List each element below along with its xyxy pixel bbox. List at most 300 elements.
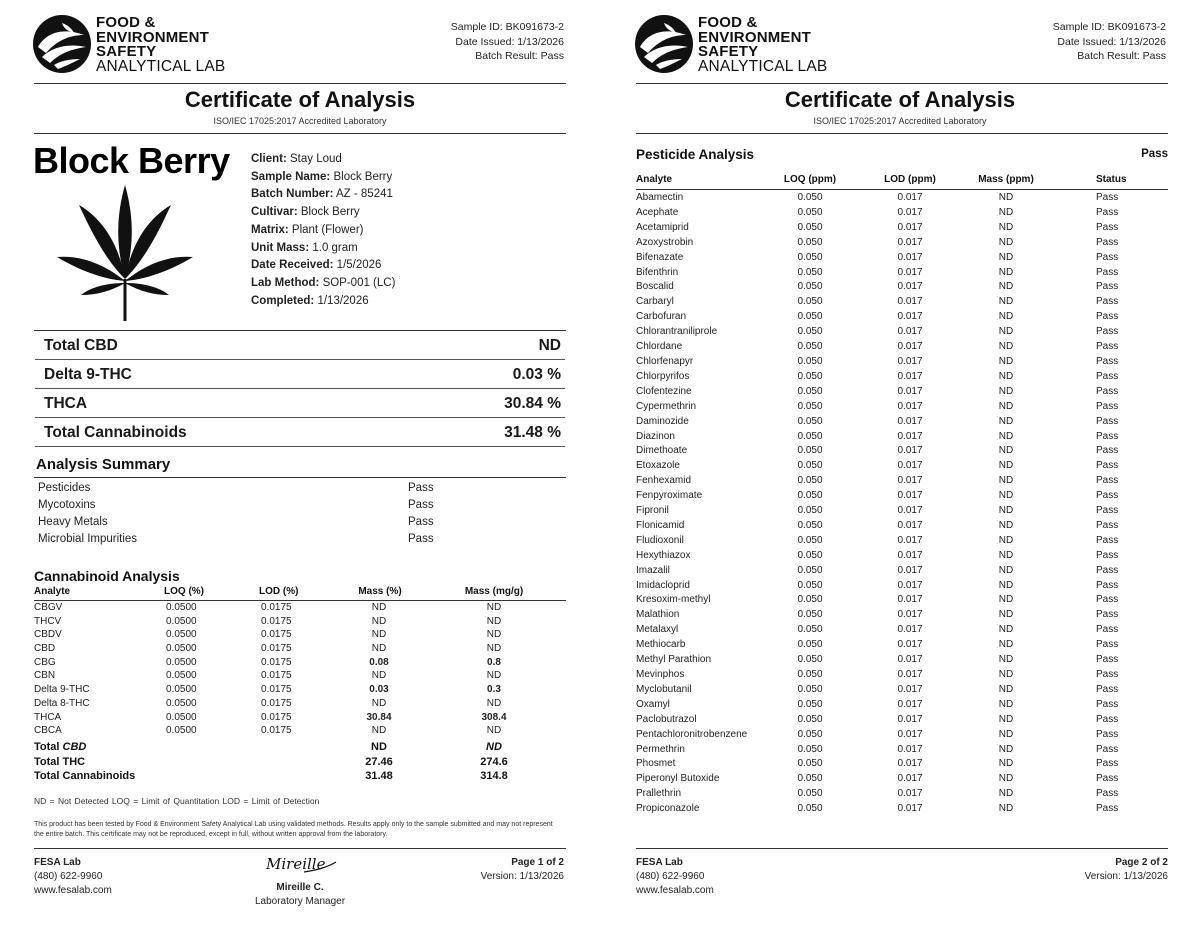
cell-analyte: Acetamiprid xyxy=(636,221,689,233)
product-name: Block Berry xyxy=(33,140,230,181)
page-number: Page 2 of 2 xyxy=(1115,857,1168,868)
cell-loq: 0.050 xyxy=(797,654,823,666)
analysis-row-microbial xyxy=(38,533,478,545)
cell-mass: ND xyxy=(998,624,1014,636)
cell-status: Pass xyxy=(1096,400,1119,412)
cell-lod: 0.017 xyxy=(897,803,923,815)
analysis-value: Pass xyxy=(408,533,434,545)
pesticide-row xyxy=(636,639,1168,654)
pesticide-row xyxy=(636,401,1168,416)
cell-status: Pass xyxy=(1096,788,1119,800)
cell-mass: ND xyxy=(998,251,1014,263)
cell-loq: 0.050 xyxy=(797,192,823,203)
cell-mass: ND xyxy=(998,803,1014,815)
total-label-text: Total THC xyxy=(34,755,86,768)
detail-label: Matrix: xyxy=(251,223,289,236)
disclaimer-text: This product has been tested by Food & Environment Safety Analytical Lab using validated methods. Results apply only to the sample submitted and may not represent the entire batch. This certificate may not be reproduced, except in full, without written approval from the laboratory. xyxy=(34,821,553,838)
cell-loq: 0.050 xyxy=(797,803,823,815)
cell-status: Pass xyxy=(1096,445,1119,457)
detail-value: Block Berry xyxy=(333,170,393,183)
pesticide-table-header xyxy=(636,174,1168,188)
cell-analyte: Imazalil xyxy=(636,564,670,576)
total-mass-mg: 314.8 xyxy=(480,770,508,783)
cell-mass-mg: ND xyxy=(486,670,502,682)
cannabinoid-row xyxy=(34,712,566,726)
cell-status: Pass xyxy=(1096,579,1119,591)
cell-mass: ND xyxy=(998,639,1014,651)
cell-lod: 0.017 xyxy=(897,579,923,591)
header-rule xyxy=(636,83,1168,84)
cell-status: Pass xyxy=(1096,326,1119,338)
cell-status: Pass xyxy=(1096,281,1119,293)
pesticide-row xyxy=(636,758,1168,773)
cell-lod: 0.0175 xyxy=(261,670,292,682)
cell-loq: 0.050 xyxy=(797,683,823,695)
cannabinoid-row xyxy=(34,725,566,739)
cell-status: Pass xyxy=(1096,773,1119,785)
cell-status: Pass xyxy=(1096,698,1119,710)
cell-analyte: Bifenthrin xyxy=(636,266,679,278)
cell-loq: 0.050 xyxy=(797,296,823,308)
cell-status: Pass xyxy=(1096,460,1119,472)
cannabinoid-row xyxy=(34,602,566,616)
pesticide-row xyxy=(636,684,1168,699)
cell-status: Pass xyxy=(1096,430,1119,442)
cell-mass: ND xyxy=(998,236,1014,248)
cell-loq: 0.050 xyxy=(797,490,823,502)
cell-analyte: CBN xyxy=(34,670,56,682)
cell-analyte: Chlorpyrifos xyxy=(636,370,690,382)
cell-lod: 0.017 xyxy=(897,445,923,457)
cell-analyte: Myclobutanil xyxy=(636,683,692,695)
cell-loq: 0.0500 xyxy=(166,615,197,627)
summary-label: THCA xyxy=(44,395,88,412)
pesticide-row xyxy=(636,490,1168,505)
cell-lod: 0.017 xyxy=(897,609,923,621)
cell-mass: ND xyxy=(998,415,1014,427)
cell-lod: 0.0175 xyxy=(261,643,292,655)
detail-value: 1/5/2026 xyxy=(336,259,382,272)
analysis-value: Pass xyxy=(408,516,434,528)
detail-value: SOP-001 (LC) xyxy=(322,276,396,289)
cell-loq: 0.050 xyxy=(797,624,823,636)
summary-delta9-thc xyxy=(35,360,565,389)
detail-completed xyxy=(251,293,395,311)
cell-lod: 0.017 xyxy=(897,266,923,278)
cell-mass: ND xyxy=(371,629,387,641)
cell-lod: 0.017 xyxy=(897,743,923,755)
pesticide-analysis-title: Pesticide Analysis xyxy=(636,147,755,162)
cell-lod: 0.017 xyxy=(897,773,923,785)
cell-status: Pass xyxy=(1096,266,1119,278)
total-label-italic: CBD xyxy=(62,741,87,753)
pesticide-row xyxy=(636,252,1168,267)
pesticide-row xyxy=(636,431,1168,446)
cannabinoid-analysis-title: Cannabinoid Analysis xyxy=(34,568,180,584)
cannabinoid-row xyxy=(34,670,566,684)
col-header-analyte: Analyte xyxy=(636,174,673,185)
cell-mass: ND xyxy=(998,654,1014,666)
pesticide-row xyxy=(636,580,1168,595)
cell-loq: 0.050 xyxy=(797,341,823,353)
cell-loq: 0.050 xyxy=(797,266,823,278)
cell-lod: 0.017 xyxy=(897,370,923,382)
total-mass: ND xyxy=(371,741,387,753)
pesticide-row xyxy=(636,505,1168,520)
header-meta xyxy=(1053,20,1166,64)
cell-lod: 0.017 xyxy=(897,355,923,367)
cell-mass: ND xyxy=(998,773,1014,785)
pesticide-row xyxy=(636,565,1168,580)
date-issued: Date Issued: 1/13/2026 xyxy=(1057,35,1166,48)
cell-mass: ND xyxy=(998,579,1014,591)
cell-loq: 0.0500 xyxy=(166,684,197,696)
cell-loq: 0.0500 xyxy=(166,725,197,737)
cell-lod: 0.017 xyxy=(897,788,923,800)
detail-label: Client: xyxy=(251,153,287,165)
analysis-label: Microbial Impurities xyxy=(38,533,138,545)
cell-mass-mg: 0.3 xyxy=(487,684,501,696)
cell-loq: 0.050 xyxy=(797,505,823,517)
cell-lod: 0.017 xyxy=(897,564,923,576)
cell-lod: 0.0175 xyxy=(261,656,292,668)
cell-analyte: Metalaxyl xyxy=(636,624,679,636)
footer-website[interactable]: www.fesalab.com xyxy=(34,885,112,896)
cell-status: Pass xyxy=(1096,743,1119,755)
title-rule xyxy=(34,133,566,134)
cell-analyte: Boscalid xyxy=(636,281,674,293)
detail-value: Block Berry xyxy=(300,206,360,219)
cell-lod: 0.0175 xyxy=(261,684,292,696)
footer-lab-name: FESA Lab xyxy=(636,857,683,868)
col-header-loq: LOQ (%) xyxy=(164,586,204,597)
cell-status: Pass xyxy=(1096,415,1119,427)
sample-id: Sample ID: BK091673-2 xyxy=(450,21,564,33)
analysis-value: Pass xyxy=(408,499,434,511)
cell-mass: ND xyxy=(998,698,1014,710)
cell-loq: 0.050 xyxy=(797,385,823,397)
total-mass: 27.46 xyxy=(365,755,393,768)
detail-value: Plant (Flower) xyxy=(291,223,364,236)
detail-batch-number xyxy=(251,186,395,204)
pesticide-row xyxy=(636,714,1168,729)
cell-lod: 0.017 xyxy=(897,639,923,651)
total-row xyxy=(34,741,566,756)
cell-status: Pass xyxy=(1096,206,1119,218)
detail-sample-name xyxy=(251,169,395,187)
cell-mass: ND xyxy=(998,206,1014,218)
footer-website[interactable]: www.fesalab.com xyxy=(636,885,714,896)
cell-analyte: Methyl Parathion xyxy=(636,654,712,666)
footer-page-info xyxy=(481,856,564,884)
cell-analyte: Clofentezine xyxy=(636,385,692,397)
pesticide-row xyxy=(636,744,1168,759)
cell-lod: 0.017 xyxy=(897,475,923,487)
cell-mass: ND xyxy=(998,728,1014,740)
cell-loq: 0.0500 xyxy=(166,697,197,709)
cell-analyte: CBDV xyxy=(34,629,62,641)
cell-lod: 0.017 xyxy=(897,206,923,218)
cell-lod: 0.017 xyxy=(897,624,923,636)
analysis-value: Pass xyxy=(408,482,434,494)
pesticide-row xyxy=(636,535,1168,550)
batch-result: Batch Result: Pass xyxy=(475,50,564,62)
cell-loq: 0.050 xyxy=(797,534,823,546)
cell-mass-mg: ND xyxy=(486,629,502,641)
lab-logo xyxy=(634,13,828,77)
cannabinoid-row xyxy=(34,657,566,671)
cell-mass: ND xyxy=(998,445,1014,457)
cell-mass-mg: ND xyxy=(486,602,502,613)
cell-mass: ND xyxy=(998,505,1014,517)
cell-lod: 0.0175 xyxy=(261,711,292,723)
pesticide-row xyxy=(636,609,1168,624)
cell-lod: 0.017 xyxy=(897,326,923,338)
pesticide-row xyxy=(636,296,1168,311)
cell-lod: 0.017 xyxy=(897,296,923,308)
pesticide-row xyxy=(636,594,1168,609)
cell-mass: 30.84 xyxy=(366,711,392,723)
pesticide-row xyxy=(636,341,1168,356)
cell-analyte: Carbaryl xyxy=(636,296,674,308)
version: Version: 1/13/2026 xyxy=(480,871,564,882)
certificate-page-2 xyxy=(600,0,1200,928)
cell-mass: ND xyxy=(998,609,1014,621)
signature-image xyxy=(260,852,340,876)
detail-value: AZ - 85241 xyxy=(336,188,393,201)
cell-mass: ND xyxy=(998,281,1014,293)
pesticide-row xyxy=(636,192,1168,207)
cell-mass: ND xyxy=(998,192,1014,203)
cell-loq: 0.0500 xyxy=(166,643,197,655)
cell-loq: 0.050 xyxy=(797,370,823,382)
cell-loq: 0.0500 xyxy=(166,711,197,723)
cell-analyte: Chlordane xyxy=(636,341,683,353)
cell-lod: 0.017 xyxy=(897,341,923,353)
cell-analyte: Fenhexamid xyxy=(636,475,692,487)
cell-lod: 0.017 xyxy=(897,654,923,666)
col-header-mass-mg: Mass (mg/g) xyxy=(464,586,524,597)
total-label xyxy=(34,756,85,768)
cell-analyte: CBGV xyxy=(34,602,63,613)
cell-analyte: THCA xyxy=(34,711,62,723)
analysis-label: Mycotoxins xyxy=(38,499,96,511)
detail-date-received xyxy=(251,257,395,275)
analysis-label: Pesticides xyxy=(38,482,91,494)
summary-value: 30.84 % xyxy=(504,395,561,412)
detail-label: Batch Number: xyxy=(251,188,334,201)
cannabis-leaf-icon xyxy=(55,183,195,323)
cell-analyte: Chlorantraniliprole xyxy=(636,326,718,338)
cell-analyte: Fludioxonil xyxy=(636,534,684,546)
cell-analyte: Carbofuran xyxy=(636,311,687,323)
cell-analyte: CBD xyxy=(34,643,56,655)
pesticide-table xyxy=(636,192,1168,818)
cell-analyte: Fipronil xyxy=(636,505,669,517)
cell-status: Pass xyxy=(1096,385,1119,397)
total-row xyxy=(34,770,566,785)
cell-loq: 0.050 xyxy=(797,788,823,800)
cell-lod: 0.0175 xyxy=(261,615,292,627)
cell-mass: ND xyxy=(998,669,1014,680)
cell-analyte: THCV xyxy=(34,615,62,627)
cell-lod: 0.017 xyxy=(897,385,923,397)
cannabinoid-totals xyxy=(34,741,566,785)
cell-analyte: Pentachloronitrobenzene xyxy=(636,728,748,740)
cell-mass: ND xyxy=(371,643,387,655)
cell-lod: 0.0175 xyxy=(261,697,292,709)
cell-analyte: Dimethoate xyxy=(636,445,688,457)
cell-analyte: Malathion xyxy=(636,609,680,621)
cell-analyte: Etoxazole xyxy=(636,460,680,472)
cell-mass-mg: ND xyxy=(486,697,502,709)
cell-mass: ND xyxy=(998,788,1014,800)
cell-mass: ND xyxy=(998,758,1014,770)
cell-lod: 0.017 xyxy=(897,415,923,427)
cell-mass: ND xyxy=(998,355,1014,367)
pesticide-row xyxy=(636,803,1168,818)
cell-mass: ND xyxy=(998,475,1014,487)
cell-mass: ND xyxy=(998,594,1014,606)
lab-name-line-3: SAFETY xyxy=(96,43,157,60)
cell-loq: 0.0500 xyxy=(166,602,197,613)
cell-mass: ND xyxy=(371,725,387,737)
cell-loq: 0.050 xyxy=(797,326,823,338)
pesticide-header-rule xyxy=(636,189,1168,190)
cell-status: Pass xyxy=(1096,803,1119,815)
certificate-subtitle: ISO/IEC 17025:2017 Accredited Laboratory xyxy=(213,116,387,126)
pesticide-row xyxy=(636,326,1168,341)
cell-lod: 0.017 xyxy=(897,490,923,502)
cell-analyte: Diazinon xyxy=(636,430,675,442)
total-label xyxy=(34,741,86,753)
detail-label: Date Received: xyxy=(251,259,334,272)
cell-analyte: Imidacloprid xyxy=(636,579,690,591)
lab-name-line-4: ANALYTICAL LAB xyxy=(96,57,226,75)
cell-lod: 0.017 xyxy=(897,669,923,680)
cell-lod: 0.017 xyxy=(897,221,923,233)
cell-lod: 0.017 xyxy=(897,698,923,710)
cell-status: Pass xyxy=(1096,728,1119,740)
cell-loq: 0.050 xyxy=(797,698,823,710)
total-label-text: Total Cannabinoids xyxy=(34,770,136,783)
detail-label: Sample Name: xyxy=(251,170,331,183)
cell-mass: ND xyxy=(998,549,1014,561)
signer-role: Laboratory Manager xyxy=(254,896,346,907)
analysis-summary-title: Analysis Summary xyxy=(36,456,171,473)
pesticide-row xyxy=(636,281,1168,296)
pesticide-row xyxy=(636,311,1168,326)
header-meta xyxy=(451,20,564,64)
cell-loq: 0.050 xyxy=(797,400,823,412)
cell-mass: ND xyxy=(998,311,1014,323)
cell-loq: 0.050 xyxy=(797,579,823,591)
cell-lod: 0.017 xyxy=(897,519,923,531)
col-header-analyte: Analyte xyxy=(34,586,71,597)
lab-name-line-2: ENVIRONMENT xyxy=(698,28,812,46)
cell-analyte: Permethrin xyxy=(636,743,685,755)
cell-status: Pass xyxy=(1096,683,1119,695)
cell-analyte: Acephate xyxy=(636,206,679,218)
cell-loq: 0.050 xyxy=(797,669,823,680)
cell-analyte: Propiconazole xyxy=(636,803,700,815)
cell-analyte: Fenpyroximate xyxy=(636,490,703,502)
cell-mass-mg: 308.4 xyxy=(481,711,507,723)
pesticide-row xyxy=(636,416,1168,431)
col-header-lod: LOD (ppm) xyxy=(884,174,936,185)
footer-rule xyxy=(34,848,566,849)
total-mass: 31.48 xyxy=(365,770,393,783)
cell-lod: 0.017 xyxy=(897,683,923,695)
abbreviation-legend: ND = Not Detected LOQ = Limit of Quantitation LOD = Limit of Detection xyxy=(34,796,320,806)
cell-loq: 0.050 xyxy=(797,728,823,740)
cell-mass: ND xyxy=(998,564,1014,576)
cell-status: Pass xyxy=(1096,341,1119,353)
certificate-subtitle: ISO/IEC 17025:2017 Accredited Laboratory xyxy=(813,116,987,126)
cell-mass: ND xyxy=(371,670,387,682)
cell-analyte: Delta 8-THC xyxy=(34,697,90,709)
cell-mass: ND xyxy=(998,266,1014,278)
cell-status: Pass xyxy=(1096,505,1119,517)
cell-status: Pass xyxy=(1096,370,1119,382)
cannabinoid-table xyxy=(34,602,566,739)
col-header-status: Status xyxy=(1096,174,1127,185)
cell-loq: 0.050 xyxy=(797,475,823,487)
lab-logo-emblem-icon xyxy=(634,13,694,75)
cell-analyte: Methiocarb xyxy=(636,639,686,651)
footer-phone: (480) 622-9960 xyxy=(34,871,103,882)
cell-mass: ND xyxy=(998,385,1014,397)
cell-lod: 0.017 xyxy=(897,281,923,293)
cell-loq: 0.050 xyxy=(797,311,823,323)
lab-name-line-1: FOOD & xyxy=(96,14,156,31)
cell-mass: ND xyxy=(998,400,1014,412)
cell-loq: 0.050 xyxy=(797,281,823,293)
pesticide-row xyxy=(636,729,1168,744)
cell-status: Pass xyxy=(1096,594,1119,606)
footer-rule xyxy=(636,848,1168,849)
cannabinoid-table-header xyxy=(34,586,566,601)
cell-analyte: Cypermethrin xyxy=(636,400,697,412)
pesticide-row xyxy=(636,460,1168,475)
cell-mass: 0.03 xyxy=(369,684,389,696)
cell-mass: ND xyxy=(998,326,1014,338)
cell-lod: 0.017 xyxy=(897,713,923,725)
cell-status: Pass xyxy=(1096,221,1119,233)
cell-lod: 0.017 xyxy=(897,534,923,546)
cannabinoid-row xyxy=(34,643,566,657)
summary-thca xyxy=(35,389,565,418)
cell-analyte: CBCA xyxy=(34,725,62,737)
cell-analyte: Mevinphos xyxy=(636,669,685,680)
detail-matrix xyxy=(251,222,395,240)
cell-mass: ND xyxy=(998,534,1014,546)
cell-analyte: Abamectin xyxy=(636,192,684,203)
cell-analyte: Flonicamid xyxy=(636,519,685,531)
pesticide-row xyxy=(636,445,1168,460)
cell-analyte: Delta 9-THC xyxy=(34,684,90,696)
col-header-mass: Mass (%) xyxy=(358,586,402,597)
cell-mass: ND xyxy=(371,615,387,627)
cell-loq: 0.050 xyxy=(797,519,823,531)
col-header-loq: LOQ (ppm) xyxy=(783,174,837,185)
cell-lod: 0.017 xyxy=(897,460,923,472)
col-header-lod: LOD (%) xyxy=(259,586,299,597)
cell-mass-mg: 0.8 xyxy=(487,656,501,668)
summary-label: Delta 9-THC xyxy=(44,366,132,383)
cell-loq: 0.050 xyxy=(797,206,823,218)
cell-lod: 0.017 xyxy=(897,430,923,442)
